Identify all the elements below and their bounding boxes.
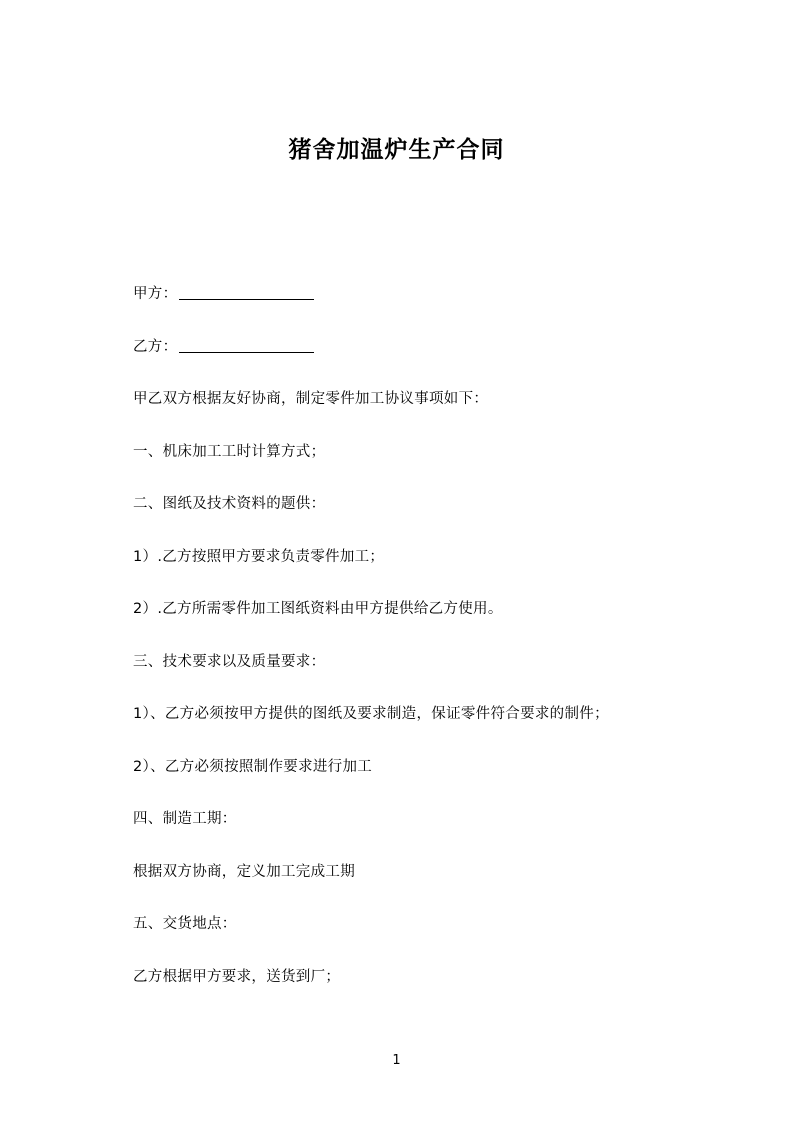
paragraph-section-2-item-1: 1）.乙方按照甲方要求负责零件加工； (133, 548, 385, 565)
paragraph-section-4: 四、制造工期： (133, 811, 237, 827)
field-party-b (133, 336, 673, 358)
page-title: 猪舍加温炉生产合同 (288, 137, 505, 163)
page-number: 1 (392, 1053, 401, 1068)
field-party-a-label: 甲方： (133, 286, 178, 302)
field-party-a-input[interactable] (179, 285, 314, 300)
field-party-b-input[interactable] (179, 338, 314, 353)
field-party-b-label: 乙方： (133, 338, 178, 355)
paragraph-section-4-body: 根据双方协商，定义加工完成工期 (133, 863, 355, 880)
paragraph-intro: 甲乙双方根据友好协商，制定零件加工协议事项如下： (133, 391, 489, 407)
paragraph-section-3-item-1: 1）、乙方必须按甲方提供的图纸及要求制造，保证零件符合要求的制件； (133, 706, 609, 722)
paragraph-section-1: 一、机床加工工时计算方式； (133, 443, 326, 460)
paragraph-section-3-item-2: 2）、乙方必须按照制作要求进行加工 (133, 758, 373, 775)
document-body (133, 283, 673, 1018)
paragraph-section-2: 二、图纸及技术资料的题供： (133, 496, 326, 512)
paragraph-section-2-item-2: 2）.乙方所需零件加工图纸资料由甲方提供给乙方使用。 (133, 601, 503, 617)
paragraph-section-5-body: 乙方根据甲方要求，送货到厂； (133, 968, 341, 985)
field-party-a (133, 283, 673, 305)
paragraph-section-3: 三、技术要求以及质量要求： (133, 653, 326, 670)
paragraph-section-5: 五、交货地点： (133, 916, 237, 932)
